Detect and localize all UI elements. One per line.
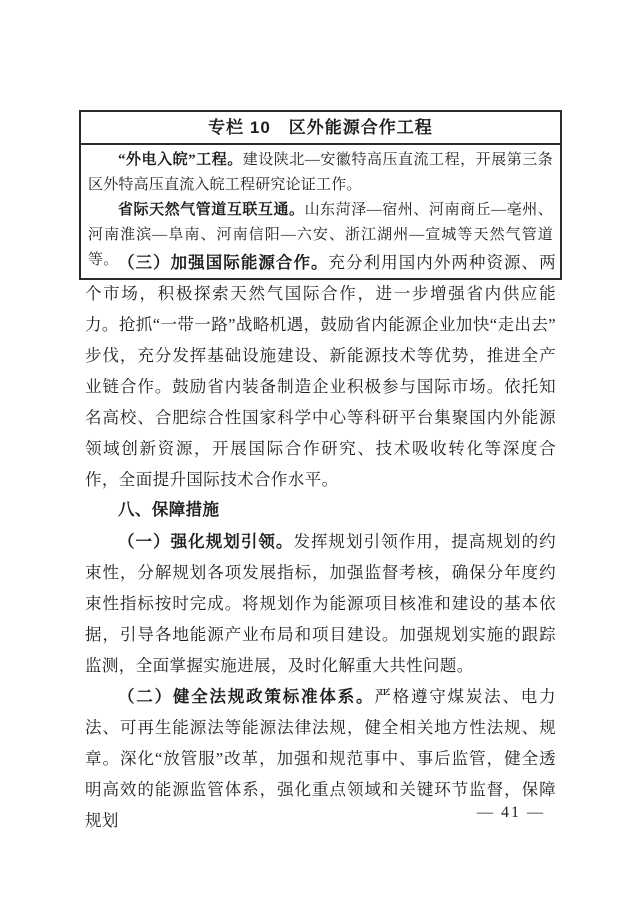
callout-paragraph-lead: “外电入皖”工程。 — [118, 152, 243, 168]
body-paragraph — [85, 247, 556, 495]
callout-paragraph — [88, 148, 553, 198]
body-paragraph-lead: （一）强化规划引领。 — [118, 532, 294, 551]
body-paragraph-lead: （二）健全法规政策标准体系。 — [118, 687, 375, 706]
body-paragraph-text: 发挥规划引领作用，提高规划的约束性，分解规划各项发展指标，加强监督考核，确保分年度约束性指标按时完成。将规划作为能源项目核准和建设的基本依据，引导各地能源产业布局和项目建设。加强规划实施的跟踪监测，全面掌握实施进展，及时化解重大共性问题。 — [85, 532, 557, 675]
callout-paragraph-text: 建设陕北—安徽特高压直流工程，开展第三条区外特高压直流入皖工程研究论证工作。 — [88, 152, 553, 193]
section-heading: 八、保障措施 — [118, 501, 220, 519]
page-number: — 41 — — [477, 804, 545, 821]
body-paragraph-text: 严格遵守煤炭法、电力法、可再生能源法等能源法律法规，健全相关地方性法规、规章。深化“放管服”改革，加强和规范事中、事后监管，健全透明高效的能源监管体系，强化重点领域和关键环节监督，保障规划 — [85, 687, 557, 830]
body-paragraph — [85, 526, 556, 681]
body-paragraph-lead: （三）加强国际能源合作。 — [118, 253, 329, 272]
callout-box-title: 专栏 10 区外能源合作工程 — [81, 112, 560, 145]
callout-paragraph-text: 山东菏泽—宿州、河南商丘—亳州、河南淮滨—阜南、河南信阳—六安、浙江湖州—宣城等天然气管道等。 — [88, 202, 553, 268]
main-content — [85, 247, 556, 836]
body-paragraph-text: 充分利用国内外两种资源、两个市场，积极探索天然气国际合作，进一步增强省内供应能力。抢抓“一带一路”战略机遇，鼓励省内能源企业加快“走出去”步伐，充分发挥基础设施建设、新能源技术等优势，推进全产业链合作。鼓励省内装备制造企业积极参与国际市场。依托知名高校、合肥综合性国家科学中心等科研平台集聚国内外能源领域创新资源，开展国际合作研究、技术吸收转化等深度合作，全面提升国际技术合作水平。 — [85, 253, 556, 489]
callout-paragraph-lead: 省际天然气管道互联互通。 — [118, 202, 305, 218]
